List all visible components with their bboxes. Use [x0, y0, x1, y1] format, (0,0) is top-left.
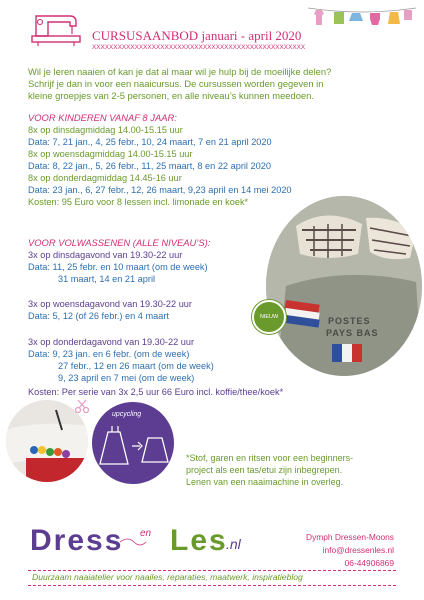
photo-text-postes: POSTES: [328, 316, 371, 326]
note-line: project als een tas/etui zijn inbegrepen.: [186, 465, 343, 475]
logo-dress: Dress: [30, 524, 124, 557]
intro-line-2: Schrijf je dan in voor een naaicursus. De cursussen worden gegeven in: [28, 78, 324, 89]
adult-group-line: Data: 11, 25 febr. en 10 maart (om de week): [28, 262, 208, 272]
adult-group-line: 9, 23 april en 7 mei (om de week): [58, 373, 195, 383]
logo-en: en: [140, 528, 152, 539]
bags-illustration: [266, 196, 422, 376]
logo-les: Les: [170, 524, 228, 557]
adults-heading: VOOR VOLWASSENEN (ALLE NIVEAU’S):: [28, 237, 211, 248]
tagline: Duurzaam naaiatelier voor naailes, reparaties, maatwerk, inspiratieblog: [32, 572, 303, 582]
upcycling-label: upcycling: [112, 411, 142, 418]
kids-line: 8x op donderdagmiddag 14.45-16 uur: [28, 173, 182, 183]
page-title: CURSUSAANBOD januari - april 2020: [92, 28, 302, 43]
adult-group-line: Data: 5, 12 (of 26 febr.) en 4 maart: [28, 311, 169, 321]
contact-email[interactable]: info@dressenles.nl: [322, 545, 394, 555]
brand-logo: [30, 524, 270, 564]
adult-group-title: 3x op donderdagavond van 19.30-22 uur: [28, 337, 195, 347]
upcycling-circle: [92, 402, 174, 484]
photo-text-pays: PAYS BAS: [326, 328, 379, 338]
dress-to-skirt-icon: [92, 402, 174, 484]
tagline-box: [28, 570, 396, 586]
contact-phone: 06-44906869: [344, 558, 394, 568]
kids-line: Data: 7, 21 jan., 4, 25 febr., 10, 24 maart, 7 en 21 april 2020: [28, 137, 272, 147]
adults-cost: Kosten: Per serie van 3x 2,5 uur 66 Euro incl. koffie/thee/koek*: [28, 387, 284, 397]
kids-line: 8x op dinsdagmiddag 14.00-15.15 uur: [28, 125, 183, 135]
kids-line: Data: 23 jan., 6, 27 febr., 12, 26 maart, 9,23 april en 14 mei 2020: [28, 185, 292, 195]
kids-line: 8x op woensdagmiddag 14.00-15.15 uur: [28, 149, 193, 159]
note-line: *Stof, garen en ritsen voor een beginners-: [186, 453, 354, 463]
clothesline-icon: [306, 2, 418, 32]
intro-line-1: Wil je leren naaien of kan je dat al maar wil je hulp bij de moeilijke delen?: [28, 66, 332, 77]
new-badge: NIEUW: [252, 300, 286, 334]
adult-group-line: 31 maart, 14 en 21 april: [58, 274, 156, 284]
photo-bags: [266, 196, 422, 376]
logo-nl: .nl: [226, 536, 241, 552]
kids-line: Kosten: 95 Euro voor 8 lessen incl. limonade en koek*: [28, 197, 249, 207]
title-divider: XXXXXXXXXXXXXXXXXXXXXXXXXXXXXXXXXXXXXXXXXXXXXXXXXX: [92, 44, 306, 51]
note-line: Lenen van een naaimachine in overleg.: [186, 477, 344, 487]
kids-heading: VOOR KINDEREN VANAF 8 JAAR:: [28, 112, 177, 123]
sewing-machine-icon: [30, 10, 82, 48]
adult-group-title: 3x op dinsdagavond van 19.30-22 uur: [28, 250, 183, 260]
adult-group-line: 27 febr., 12 en 26 maart (om de week): [58, 361, 214, 371]
kids-line: Data: 8, 22 jan., 5, 26 febr., 11, 25 maart, 8 en 22 april 2020: [28, 161, 271, 171]
needle-thread-icon: [118, 536, 148, 548]
adult-group-line: Data: 9, 23 jan. en 6 febr. (om de week): [28, 349, 190, 359]
adult-group-title: 3x op woensdagavond van 19.30-22 uur: [28, 299, 192, 309]
intro-line-3: kleine groepjes van 2-5 personen, en alle niveau’s kunnen meedoen.: [28, 90, 314, 101]
contact-name: Dymph Dressen-Moons: [306, 532, 394, 542]
scissors-icon: [74, 398, 90, 414]
